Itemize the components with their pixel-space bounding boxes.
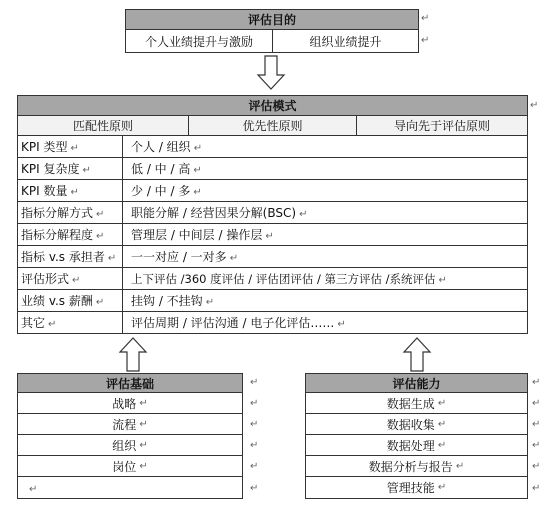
row-value: 挂钩 / 不挂钩 ↵ [123, 290, 528, 312]
mode-title: 评估模式 [17, 95, 528, 116]
paragraph-mark: ↵ [250, 398, 259, 409]
row-label: 其它 ↵ [18, 312, 123, 334]
row-label: 评估形式 ↵ [18, 268, 123, 290]
row-value: 职能分解 / 经营因果分解(BSC) ↵ [123, 202, 528, 224]
up-arrow-icon [402, 336, 432, 372]
paragraph-mark: ↵ [250, 419, 259, 430]
row-label: 指标分解方式 ↵ [18, 202, 123, 224]
list-item: 数据处理 ↵ [305, 434, 528, 456]
purpose-box [125, 9, 419, 53]
list-item: 数据分析与报告 ↵ [305, 455, 528, 477]
list-item: 管理技能 ↵ [305, 476, 528, 499]
paragraph-mark: ↵ [250, 440, 259, 451]
row-value: 上下评估 /360 度评估 / 评估团评估 / 第三方评估 /系统评估 ↵ [123, 268, 528, 290]
table-row [18, 290, 528, 312]
purpose-item-individual: 个人业绩提升与激励 [125, 29, 273, 53]
paragraph-mark: ↵ [250, 483, 259, 494]
table-row [18, 268, 528, 290]
table-row [18, 136, 528, 158]
table-row [18, 158, 528, 180]
paragraph-mark: ↵ [532, 419, 541, 430]
row-value: 评估周期 / 评估沟通 / 电子化评估…… ↵ [123, 312, 528, 334]
down-arrow-icon [256, 55, 286, 91]
row-value: 管理层 / 中间层 / 操作层 ↵ [123, 224, 528, 246]
list-item: 岗位 ↵ [17, 455, 243, 477]
row-value: 一一对应 / 一对多 ↵ [123, 246, 528, 268]
paragraph-mark: ↵ [532, 461, 541, 472]
row-label: 指标分解程度 ↵ [18, 224, 123, 246]
list-item: 数据收集 ↵ [305, 413, 528, 435]
list-item: 流程 ↵ [17, 413, 243, 435]
table-row [18, 312, 528, 334]
table-row [18, 224, 528, 246]
foundation-title: 评估基础 [17, 373, 243, 393]
up-arrow-icon [118, 336, 148, 372]
row-label: 业绩 v.s 薪酬 ↵ [18, 290, 123, 312]
principle-guidance: 导向先于评估原则 [356, 115, 528, 136]
capability-title: 评估能力 [305, 373, 528, 393]
row-label: 指标 v.s 承担者 ↵ [18, 246, 123, 268]
table-row [18, 246, 528, 268]
row-label: KPI 数量 ↵ [18, 180, 123, 202]
purpose-title: 评估目的 [125, 9, 419, 30]
row-value: 少 / 中 / 多 ↵ [123, 180, 528, 202]
purpose-item-organization: 组织业绩提升 [272, 29, 419, 53]
paragraph-mark: ↵ [532, 483, 541, 494]
table-row [18, 202, 528, 224]
mode-table [17, 135, 528, 334]
paragraph-mark: ↵ [532, 398, 541, 409]
principle-priority: 优先性原则 [188, 115, 357, 136]
row-label: KPI 复杂度 ↵ [18, 158, 123, 180]
list-item: 组织 ↵ [17, 434, 243, 456]
row-label: KPI 类型 ↵ [18, 136, 123, 158]
paragraph-mark: ↵ [421, 13, 430, 24]
row-value: 个人 / 组织 ↵ [123, 136, 528, 158]
paragraph-mark: ↵ [532, 377, 541, 388]
principle-matching: 匹配性原则 [17, 115, 189, 136]
table-row [18, 180, 528, 202]
paragraph-mark: ↵ [421, 35, 430, 46]
list-item: 战略 ↵ [17, 392, 243, 414]
paragraph-mark: ↵ [532, 440, 541, 451]
paragraph-mark: ↵ [250, 377, 259, 388]
paragraph-mark: ↵ [530, 100, 539, 111]
list-item: 数据生成 ↵ [305, 392, 528, 414]
paragraph-mark: ↵ [250, 461, 259, 472]
row-value: 低 / 中 / 高 ↵ [123, 158, 528, 180]
list-item-empty: ↵ [17, 476, 243, 499]
